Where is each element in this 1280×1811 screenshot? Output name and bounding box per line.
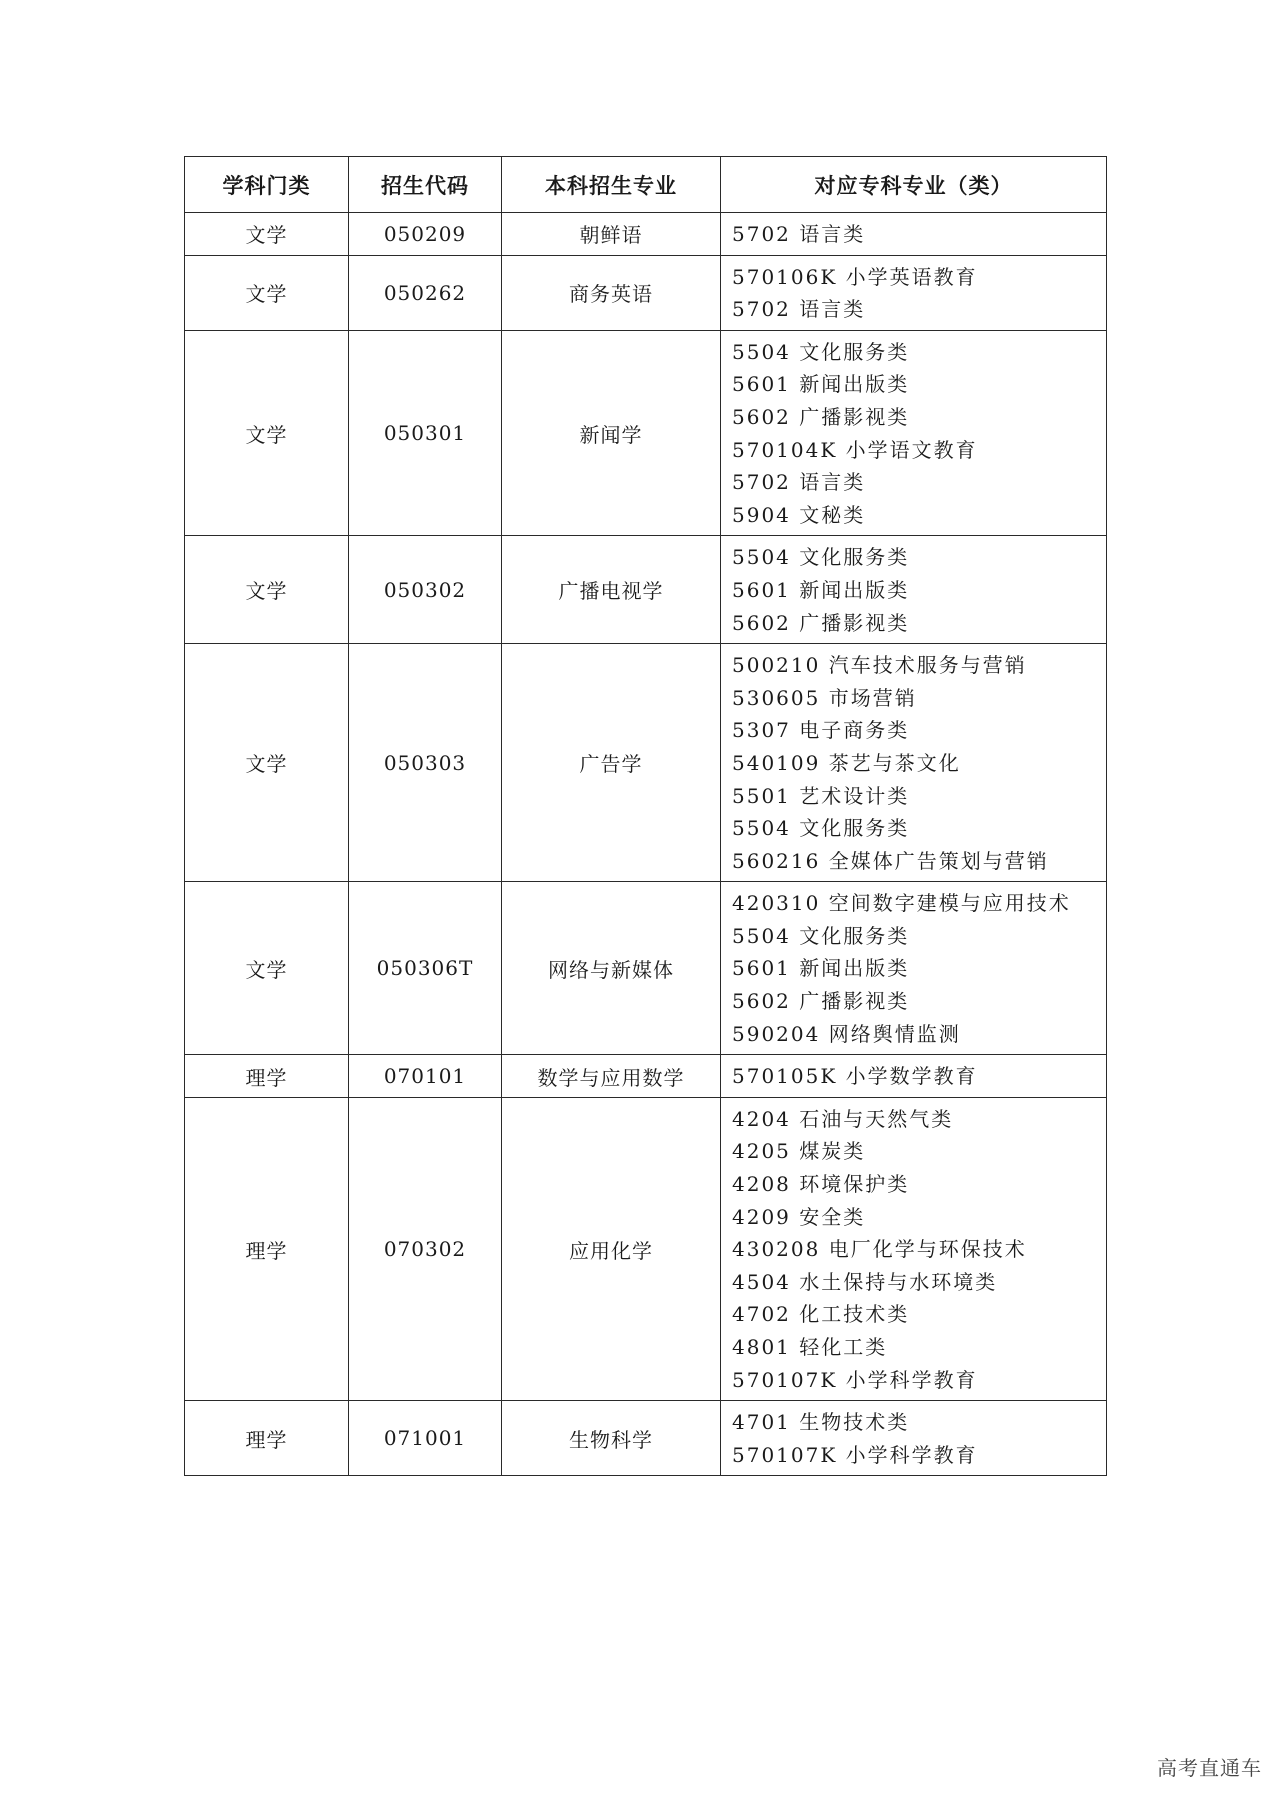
vocational-major-item: 570107K 小学科学教育 xyxy=(732,1442,978,1467)
cell-vocational-majors xyxy=(721,330,1107,536)
cell-category: 文学 xyxy=(185,536,349,644)
cell-code: 070101 xyxy=(349,1055,502,1098)
vocational-major-item: 5601 新闻出版类 xyxy=(732,577,910,602)
vocational-major-item: 5702 语言类 xyxy=(732,470,866,495)
vocational-major-item: 5501 艺术设计类 xyxy=(732,783,910,808)
table-header-row xyxy=(185,157,1107,213)
header-major: 本科招生专业 xyxy=(502,157,721,213)
table-row xyxy=(185,1097,1107,1400)
cell-major: 商务英语 xyxy=(502,255,721,330)
vocational-major-item: 4205 煤炭类 xyxy=(732,1139,866,1164)
cell-major: 朝鲜语 xyxy=(502,213,721,256)
header-code: 招生代码 xyxy=(349,157,502,213)
vocational-major-item: 5904 文秘类 xyxy=(732,502,866,527)
vocational-major-item: 570106K 小学英语教育 xyxy=(732,264,978,289)
vocational-major-item: 5602 广播影视类 xyxy=(732,404,910,429)
table-row xyxy=(185,330,1107,536)
cell-vocational-majors xyxy=(721,1097,1107,1400)
cell-major: 生物科学 xyxy=(502,1401,721,1476)
vocational-major-item: 5307 电子商务类 xyxy=(732,718,910,743)
cell-code: 050303 xyxy=(349,644,502,882)
vocational-major-item: 5504 文化服务类 xyxy=(732,545,910,570)
cell-major: 广告学 xyxy=(502,644,721,882)
header-category: 学科门类 xyxy=(185,157,349,213)
cell-code: 050301 xyxy=(349,330,502,536)
table-row xyxy=(185,882,1107,1055)
vocational-major-item: 4701 生物技术类 xyxy=(732,1410,910,1435)
table-body xyxy=(185,213,1107,1476)
cell-category: 理学 xyxy=(185,1055,349,1098)
majors-table xyxy=(184,156,1107,1476)
watermark-text: 高考直通车 xyxy=(1157,1756,1262,1780)
header-vocational: 对应专科专业（类） xyxy=(721,157,1107,213)
table-row xyxy=(185,255,1107,330)
cell-major: 应用化学 xyxy=(502,1097,721,1400)
vocational-major-item: 4208 环境保护类 xyxy=(732,1172,910,1197)
vocational-major-item: 570105K 小学数学教育 xyxy=(732,1064,978,1089)
vocational-major-item: 4504 水土保持与水环境类 xyxy=(732,1269,998,1294)
cell-vocational-majors xyxy=(721,255,1107,330)
vocational-major-item: 4204 石油与天然气类 xyxy=(732,1106,954,1131)
vocational-major-item: 500210 汽车技术服务与营销 xyxy=(732,653,1027,678)
cell-code: 050302 xyxy=(349,536,502,644)
cell-category: 文学 xyxy=(185,255,349,330)
vocational-major-item: 570107K 小学科学教育 xyxy=(732,1367,978,1392)
cell-major: 新闻学 xyxy=(502,330,721,536)
vocational-major-item: 5504 文化服务类 xyxy=(732,923,910,948)
vocational-major-item: 5702 语言类 xyxy=(732,222,866,246)
vocational-major-item: 420310 空间数字建模与应用技术 xyxy=(732,891,1071,916)
cell-category: 文学 xyxy=(185,213,349,256)
cell-major: 数学与应用数学 xyxy=(502,1055,721,1098)
cell-major: 广播电视学 xyxy=(502,536,721,644)
vocational-major-item: 5602 广播影视类 xyxy=(732,989,910,1014)
vocational-major-item: 590204 网络舆情监测 xyxy=(732,1021,961,1046)
vocational-major-item: 5602 广播影视类 xyxy=(732,610,910,635)
vocational-major-item: 5601 新闻出版类 xyxy=(732,956,910,981)
vocational-major-item: 540109 茶艺与茶文化 xyxy=(732,750,961,775)
cell-code: 050262 xyxy=(349,255,502,330)
cell-vocational-majors xyxy=(721,213,1107,256)
cell-vocational-majors xyxy=(721,1401,1107,1476)
table-row xyxy=(185,644,1107,882)
table-row xyxy=(185,1401,1107,1476)
cell-vocational-majors xyxy=(721,536,1107,644)
cell-code: 050209 xyxy=(349,213,502,256)
cell-vocational-majors xyxy=(721,644,1107,882)
cell-category: 文学 xyxy=(185,644,349,882)
vocational-major-item: 4702 化工技术类 xyxy=(732,1302,910,1327)
vocational-major-item: 5702 语言类 xyxy=(732,297,866,322)
table-row xyxy=(185,536,1107,644)
cell-code: 071001 xyxy=(349,1401,502,1476)
cell-category: 理学 xyxy=(185,1097,349,1400)
vocational-major-item: 530605 市场营销 xyxy=(732,685,917,710)
cell-code: 050306T xyxy=(349,882,502,1055)
vocational-major-item: 570104K 小学语文教育 xyxy=(732,437,978,462)
vocational-major-item: 5504 文化服务类 xyxy=(732,339,910,364)
table-row xyxy=(185,1055,1107,1098)
vocational-major-item: 5601 新闻出版类 xyxy=(732,372,910,397)
cell-vocational-majors xyxy=(721,882,1107,1055)
table-row xyxy=(185,213,1107,256)
vocational-major-item: 430208 电厂化学与环保技术 xyxy=(732,1237,1027,1262)
vocational-major-item: 4209 安全类 xyxy=(732,1204,866,1229)
vocational-major-item: 5504 文化服务类 xyxy=(732,816,910,841)
cell-vocational-majors xyxy=(721,1055,1107,1098)
cell-major: 网络与新媒体 xyxy=(502,882,721,1055)
cell-category: 理学 xyxy=(185,1401,349,1476)
cell-category: 文学 xyxy=(185,882,349,1055)
cell-category: 文学 xyxy=(185,330,349,536)
vocational-major-item: 4801 轻化工类 xyxy=(732,1335,888,1359)
vocational-major-item: 560216 全媒体广告策划与营销 xyxy=(732,848,1049,873)
cell-code: 070302 xyxy=(349,1097,502,1400)
